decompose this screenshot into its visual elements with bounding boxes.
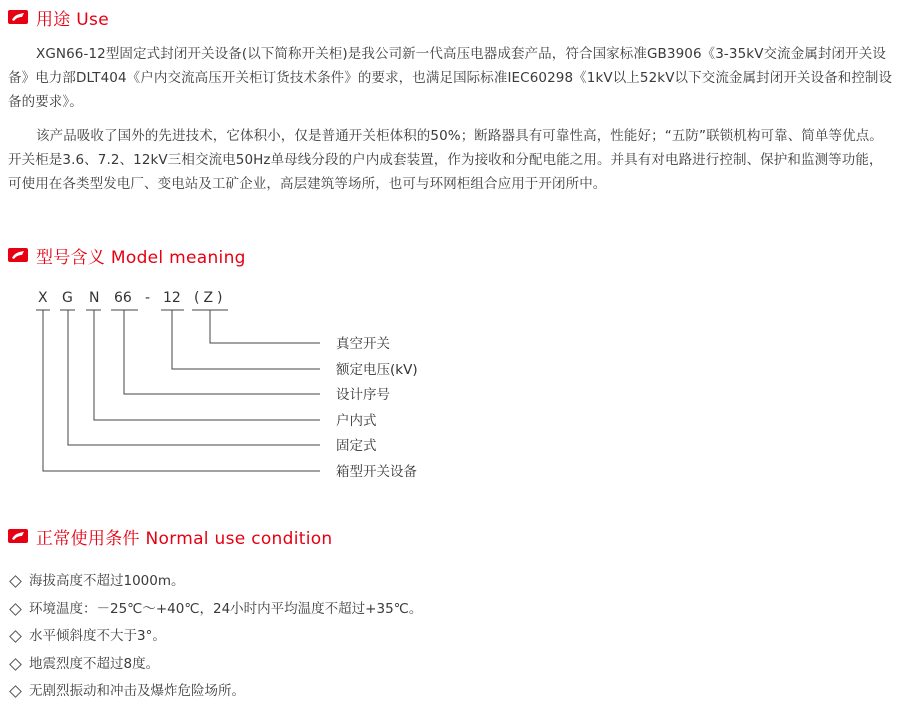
model-label-design-number: 设计序号 — [336, 387, 390, 403]
code-part-dash: - — [145, 290, 151, 306]
diamond-icon — [9, 658, 22, 671]
list-item — [8, 568, 422, 596]
model-label-fixed: 固定式 — [336, 438, 377, 454]
list-item — [8, 623, 422, 651]
section-header-conditions — [8, 523, 333, 549]
model-label-indoor: 户内式 — [336, 413, 377, 429]
list-item — [8, 678, 422, 706]
section-header-model — [8, 242, 246, 268]
ribbon-icon — [8, 10, 28, 24]
code-part-12: 12 — [163, 290, 181, 306]
section-header-use — [8, 4, 109, 30]
section-title-model: 型号含义 Model meaning — [36, 247, 246, 268]
code-part-n: N — [89, 290, 100, 306]
ribbon-icon — [8, 529, 28, 543]
ribbon-icon — [8, 248, 28, 262]
section-title-conditions: 正常使用条件 Normal use condition — [36, 528, 333, 549]
list-item — [8, 651, 422, 679]
section-title-use: 用途 Use — [36, 9, 109, 30]
model-connector-lines — [36, 310, 320, 471]
use-paragraph-2: 该产品吸收了国外的先进技术，它体积小，仅是普通开关柜体积的50%；断路器具有可靠性高，性能好；“五防”联锁机构可靠、简单等优点。开关柜是3.6、7.2、12kV三相交流电50Hz单母线分段的户内成套装置，作为接收和分配电能之用。并具有对电路进行控制、保护和监测等功能，可使用在各类型发电厂、变电站及工矿企业，高层建筑等场所，也可与环网柜组合应用于开闭所中。 — [8, 128, 883, 192]
diamond-icon — [9, 575, 22, 588]
use-paragraph-1: XGN66-12型固定式封闭开关设备(以下简称开关柜)是我公司新一代高压电器成套产品，符合国家标准GB3906《3-35kV交流金属封闭开关设备》电力部DLT404《户内交流高压开关柜订货技术条件》的要求，也满足国际标准IEC60298《1kV以上52kV以下交流金属封闭开关设备和控制设备的要求》。 — [8, 46, 893, 110]
diamond-icon — [9, 685, 22, 698]
list-item — [8, 596, 422, 624]
condition-seismic: 地震烈度不超过8度。 — [29, 655, 160, 672]
condition-list — [8, 568, 422, 706]
code-part-z: (Z) — [194, 290, 227, 306]
diamond-icon — [9, 603, 22, 616]
code-part-x: X — [38, 290, 48, 306]
model-meaning-diagram — [0, 280, 900, 490]
model-label-vacuum-switch: 真空开关 — [336, 336, 390, 352]
diamond-icon — [9, 630, 22, 643]
condition-vibration: 无剧烈振动和冲击及爆炸危险场所。 — [29, 683, 245, 699]
model-label-rated-voltage: 额定电压(kV) — [336, 362, 418, 378]
condition-temperature: 环境温度：－25℃～+40℃，24小时内平均温度不超过+35℃。 — [29, 600, 423, 617]
model-label-box-type: 箱型开关设备 — [336, 464, 417, 480]
code-part-66: 66 — [114, 290, 132, 306]
code-part-g: G — [62, 290, 73, 306]
condition-inclination: 水平倾斜度不大于3°。 — [29, 628, 166, 644]
condition-altitude: 海拔高度不超过1000m。 — [29, 573, 185, 589]
model-code — [38, 290, 227, 306]
